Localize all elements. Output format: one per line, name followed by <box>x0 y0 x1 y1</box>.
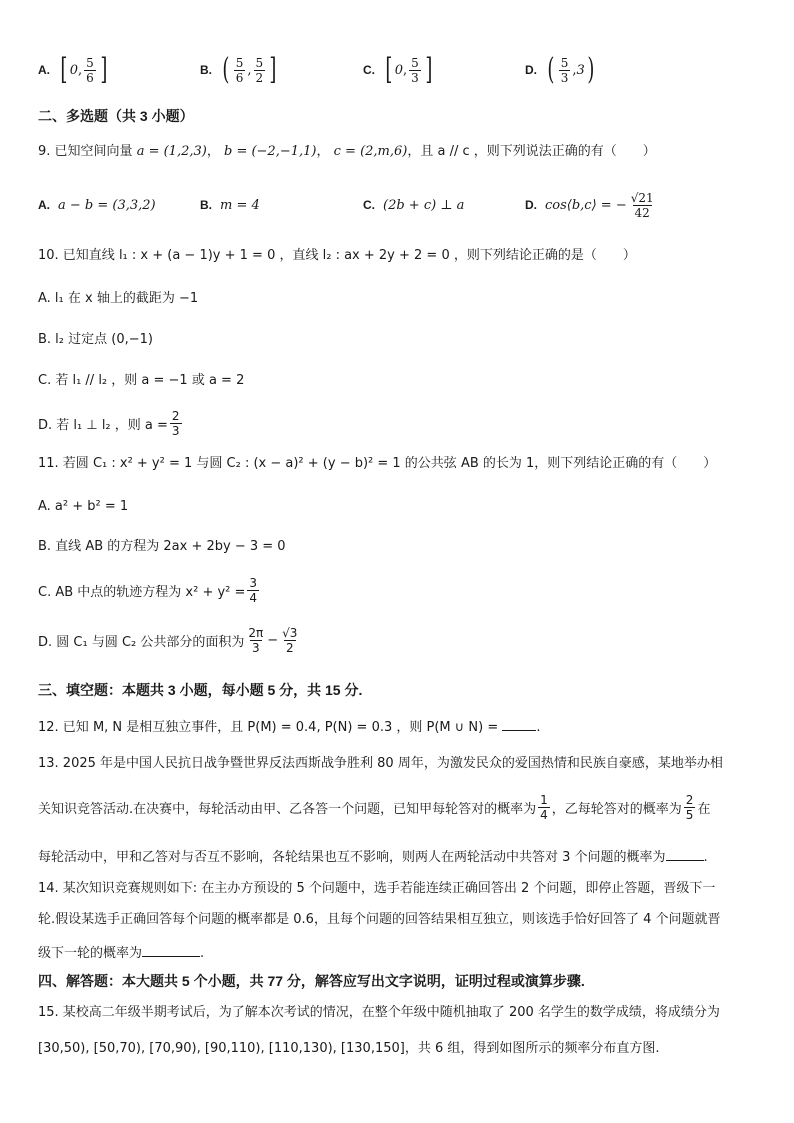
section-3-heading: 三、填空题：本题共 3 小题，每小题 5 分，共 15 分. <box>38 682 363 698</box>
q9-option-b: B. m = 4 <box>200 197 260 213</box>
q9-stem: 9. 已知空间向量 a = (1,2,3)， b = (−2,−1,1)， c = (2,m,6)，且 a // c ，则下列说法正确的有（ ） <box>38 144 656 159</box>
fraction: $\frac{2\pi}{3}$ <box>248 625 264 655</box>
q10-option-a: A. l₁ 在 x 轴上的截距为 −1 <box>38 291 199 306</box>
q8-option-d: D. ( $\frac{5}{3}$ , 3 ) <box>525 52 595 87</box>
fraction: $\frac{3}{4}$ <box>249 575 258 605</box>
fraction: $\frac{5}{3}$ <box>560 55 569 85</box>
fraction: $\frac{2}{3}$ <box>171 408 180 438</box>
fraction: $\frac{√3}{2}$ <box>282 625 298 655</box>
q11-option-a: A. a² + b² = 1 <box>38 499 129 514</box>
q10-option-d: D. 若 l₁ ⊥ l₂ ，则 a = $\frac{2}{3}$ <box>38 408 180 438</box>
q14-line-1: 14. 某次知识竞赛规则如下: 在主办方预设的 5 个问题中，选手若能连续正确回答出 2 个问题，即停止答题，晋级下一 <box>38 881 716 896</box>
q15-line-2: [30,50), [50,70), [70,90), [90,110), [110,130), [130,150]，共 6 组，得到如图所示的频率分布直方图. <box>38 1041 660 1056</box>
q13-line-1: 13. 2025 年是中国人民抗日战争暨世界反法西斯战争胜利 80 周年，为激发民众的爱国热情和民族自豪感，某地举办相 <box>38 756 723 771</box>
fraction: $\frac{5}{3}$ <box>411 55 419 85</box>
q14-line-2: 轮.假设某选手正确回答每个问题的概率都是 0.6，且每个问题的回答结果相互独立，则该选手恰好回答了 4 个问题就晋 <box>38 912 721 927</box>
q8-option-c: C. [ 0 , $\frac{5}{3}$ ] <box>363 52 433 87</box>
q11-option-d: D. 圆 C₁ 与圆 C₂ 公共部分的面积为 $\frac{2\pi}{3}$ − $\frac{√3}{2}$ <box>38 625 298 655</box>
q10-option-c: C. 若 l₁ // l₂ ，则 a = −1 或 a = 2 <box>38 373 245 388</box>
q10-option-b: B. l₂ 过定点 (0,−1) <box>38 332 153 347</box>
q9-option-d: D. cos⟨b,c⟩ = − $\frac{√21}{42}$ <box>525 190 654 220</box>
fraction: $\frac{5}{6}$ <box>235 55 244 85</box>
q11-stem: 11. 若圆 C₁ : x² + y² = 1 与圆 C₂ : (x − a)² + (y − b)² = 1 的公共弦 AB 的长为 1，则下列结论正确的有（ ） <box>38 456 717 471</box>
q8-option-a: A. [ 0 , $\frac{5}{6}$ ] <box>38 52 108 87</box>
answer-blank[interactable] <box>666 846 704 861</box>
fraction: $\frac{2}{5}$ <box>685 792 694 822</box>
q14-line-3: 级下一轮的概率为 . <box>38 942 758 963</box>
section-2-heading: 二、多选题（共 3 小题） <box>38 108 194 124</box>
answer-blank[interactable] <box>502 716 536 731</box>
fraction: $\frac{√21}{42}$ <box>630 190 654 220</box>
answer-blank[interactable] <box>142 942 200 957</box>
q8-option-b: B. ( $\frac{5}{6}$ , $\frac{5}{2}$ ] <box>200 52 277 87</box>
q13-line-3: 每轮活动中，甲和乙答对与否互不影响，各轮结果也互不影响，则两人在两轮活动中共答对 3 个问题的概率为 . <box>38 846 758 867</box>
q9-option-c: C. (2b + c) ⊥ a <box>363 197 465 213</box>
q11-option-c: C. AB 中点的轨迹方程为 x² + y² = $\frac{3}{4}$ <box>38 575 258 605</box>
q13-line-2: 关知识竞答活动.在决赛中，每轮活动由甲、乙各答一个问题，已知甲每轮答对的概率为 $\frac{1}{4}$ ，乙每轮答对的概率为 $\frac{2}{5}$ 在 <box>38 792 711 822</box>
q11-option-b: B. 直线 AB 的方程为 2ax + 2by − 3 = 0 <box>38 539 286 554</box>
q9-options <box>38 185 758 225</box>
q12-stem: 12. 已知 M, N 是相互独立事件，且 P(M) = 0.4, P(N) = 0.3 ，则 P(M ∪ N) = . <box>38 716 758 737</box>
q9-option-a: A. a − b = (3,3,2) <box>38 197 156 213</box>
section-4-heading: 四、解答题：本大题共 5 个小题，共 77 分，解答应写出文字说明，证明过程或演算步骤. <box>38 973 585 989</box>
fraction: $\frac{5}{2}$ <box>255 55 264 85</box>
q10-stem: 10. 已知直线 l₁ : x + (a − 1)y + 1 = 0 ，直线 l₂ : ax + 2y + 2 = 0 ，则下列结论正确的是（ ） <box>38 248 636 263</box>
fraction: $\frac{1}{4}$ <box>540 792 548 822</box>
fraction: $\frac{5}{6}$ <box>86 55 94 85</box>
q15-line-1: 15. 某校高二年级半期考试后，为了解本次考试的情况，在整个年级中随机抽取了 200 名学生的数学成绩，将成绩分为 <box>38 1005 720 1020</box>
q8-options <box>38 50 758 90</box>
